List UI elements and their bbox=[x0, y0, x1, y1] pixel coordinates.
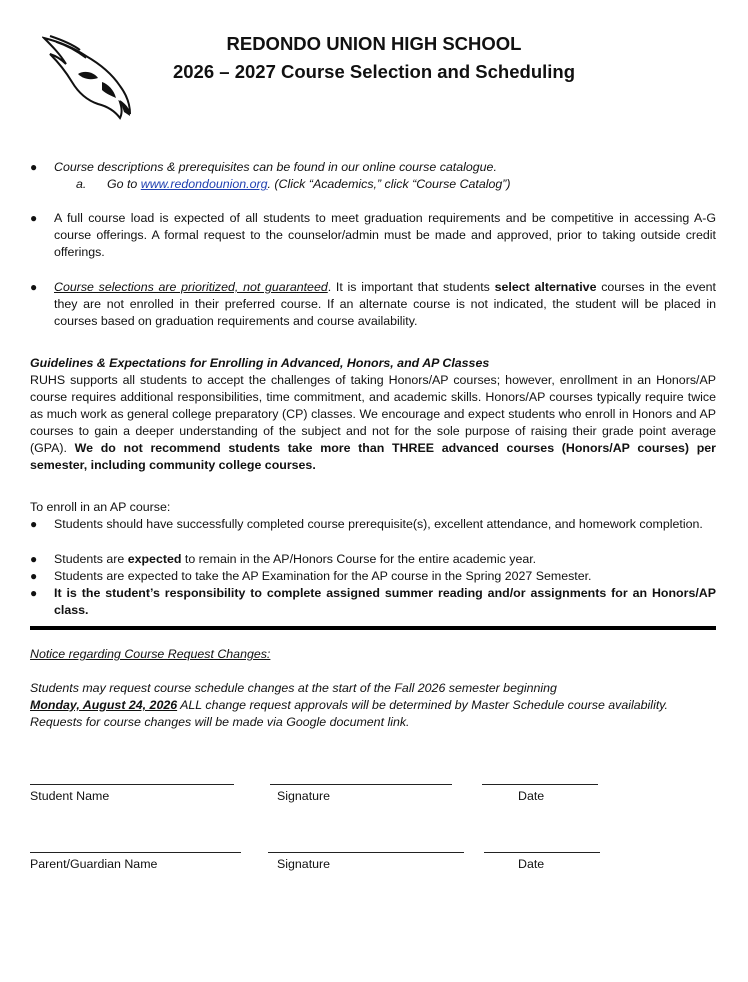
document-title: 2026 – 2027 Course Selection and Scheduling bbox=[172, 61, 575, 82]
ap-item-2-bold: expected bbox=[127, 552, 182, 566]
parent-name-line[interactable] bbox=[30, 852, 241, 853]
notice-heading: Notice regarding Course Request Changes: bbox=[30, 647, 271, 661]
parent-signature-label: Signature bbox=[277, 857, 331, 871]
bullet-marker: ● bbox=[30, 552, 38, 566]
prioritized-lead: Course selections are prioritized, not guaranteed bbox=[54, 280, 328, 294]
student-date-line[interactable] bbox=[482, 784, 598, 785]
notice-body bbox=[30, 680, 716, 731]
ap-item-2 bbox=[54, 551, 716, 568]
parent-name-label: Parent/Guardian Name bbox=[30, 857, 158, 871]
bullet-marker: ● bbox=[30, 517, 38, 531]
ap-item-2-pre: Students are bbox=[54, 552, 128, 566]
guidelines-bold-text: We do not recommend students take more than THREE advanced courses (Honors/AP courses) per semester, including community college courses. bbox=[30, 441, 717, 472]
guidelines-text: RUHS supports all students to accept the challenges of taking Honors/AP courses; however, enrollment in an Honors/AP course requires additional responsibilities, time commitment, and academic skills. Honors/AP courses typically require twice as much work as general college preparatory (CP) classes. We encourage and expect students who enroll in Honors and AP courses to gain a deeper understanding of the subject and not for the sole purpose of raising their grade point average (GPA). bbox=[30, 373, 716, 455]
student-signature-line[interactable] bbox=[270, 784, 452, 785]
bullet-marker: ● bbox=[30, 160, 38, 174]
bullet-marker: ● bbox=[30, 586, 38, 600]
notice-date: Monday, August 24, 2026 bbox=[30, 698, 178, 712]
notice-rest: ALL change request approvals will be determined by Master Schedule course availability. Requests for course changes will be made via Google document link. bbox=[30, 698, 668, 729]
prioritized-mid: . It is important that students bbox=[327, 280, 495, 294]
bullet-marker: ● bbox=[30, 280, 38, 294]
ap-item-1: Students should have successfully completed course prerequisite(s), excellent attendance, and homework completion. bbox=[54, 517, 703, 531]
course-load-bullet: A full course load is expected of all students to meet graduation requirements and be competitive in accessing A-G course offerings. A formal request to the counselor/admin must be made and approved, prior to taking outside credit offerings. bbox=[54, 211, 716, 259]
prioritized-rest: courses in the event they are not enrolled in their preferred course. If an alternate course is not indicated, the student will be placed in courses based on graduation requirements and course availability. bbox=[54, 280, 716, 328]
website-link[interactable]: www.redondounion.org bbox=[140, 177, 268, 191]
bullet-marker: ● bbox=[30, 569, 38, 583]
bullet-marker: ● bbox=[30, 211, 38, 225]
guidelines-body bbox=[30, 372, 716, 474]
ap-item-4: It is the student’s responsibility to complete assigned summer reading and/or assignments for an Honors/AP class. bbox=[54, 586, 716, 617]
parent-date-label: Date bbox=[518, 857, 545, 871]
catalog-bullet bbox=[54, 159, 716, 176]
catalog-subitem bbox=[76, 176, 716, 193]
subitem-marker: a. bbox=[76, 177, 87, 191]
student-name-label: Student Name bbox=[30, 789, 110, 803]
parent-date-line[interactable] bbox=[484, 852, 600, 853]
parent-signature-line[interactable] bbox=[268, 852, 464, 853]
ap-item-2-post: to remain in the AP/Honors Course for the entire academic year. bbox=[181, 552, 537, 566]
student-date-label: Date bbox=[518, 789, 545, 803]
school-name: REDONDO UNION HIGH SCHOOL bbox=[226, 33, 522, 54]
guidelines-heading: Guidelines & Expectations for Enrolling in Advanced, Honors, and AP Classes bbox=[30, 356, 490, 370]
prioritized-bullet bbox=[54, 279, 716, 330]
subitem-prefix: Go to bbox=[107, 177, 138, 191]
select-alternative: select alternative bbox=[494, 280, 597, 294]
notice-line-1: Students may request course schedule changes at the start of the Fall 2026 semester beginning bbox=[30, 681, 557, 695]
subitem-suffix: . (Click “Academics,” click “Course Catalog”) bbox=[267, 177, 511, 191]
ap-item-3: Students are expected to take the AP Examination for the AP course in the Spring 2027 Semester. bbox=[54, 569, 592, 583]
student-name-line[interactable] bbox=[30, 784, 234, 785]
divider bbox=[30, 626, 716, 630]
student-signature-label: Signature bbox=[277, 789, 331, 803]
catalog-text: Course descriptions & prerequisites can be found in our online course catalogue. bbox=[54, 160, 497, 174]
ap-intro: To enroll in an AP course: bbox=[30, 500, 171, 514]
